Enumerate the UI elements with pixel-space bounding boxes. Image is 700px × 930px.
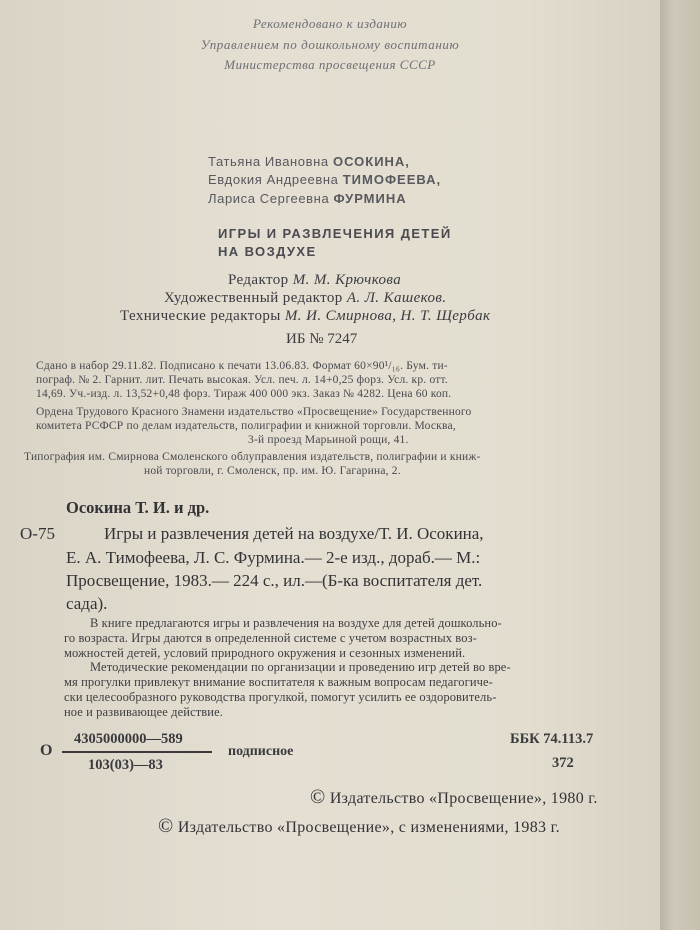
copyright-line-1 (310, 786, 598, 809)
recommendation-line-1: Рекомендовано к изданию (252, 16, 408, 31)
annotation-line-2: го возраста. Игры даются в определенной системе с учетом возрастных воз- (64, 631, 477, 645)
author-1-given: Татьяна Ивановна (208, 154, 329, 169)
editor-names: М. М. Крючкова (292, 272, 402, 288)
annotation-line-6: ски целесообразного руководства прогулкой, помогут усилить ее оздоровитель- (64, 690, 497, 704)
art-editor-line (164, 290, 446, 307)
copyright-icon: © (158, 815, 174, 837)
editor-role: Редактор (228, 272, 289, 288)
author-1 (208, 154, 410, 169)
bbk-code: ББК 74.113.7 (510, 731, 594, 747)
printer-line-1: Типография им. Смирнова Смоленского облуправления издательств, полиграфии и книж- (24, 451, 481, 463)
print-info-line-3: 14,69. Уч.-изд. л. 13,52+0,48 форз. Тираж 400 000 экз. Заказ № 4282. Цена 60 коп. (36, 388, 452, 400)
annotation-line-5: мя прогулки привлекут внимание воспитателя к важным вопросам педагогиче- (64, 675, 493, 689)
art-editor-role: Художественный редактор (164, 290, 343, 306)
book-title-line-1: ИГРЫ И РАЗВЛЕЧЕНИЯ ДЕТЕЙ (218, 226, 452, 241)
publisher-line-1: Ордена Трудового Красного Знамени издательство «Просвещение» Государственного (36, 406, 472, 418)
biblio-line-1: Игры и развлечения детей на воздухе/Т. И. Осокина, (104, 524, 484, 543)
printer-line-2: ной торговли, г. Смоленск, пр. им. Ю. Гагарина, 2. (144, 465, 401, 477)
book-title-line-2: НА ВОЗДУХЕ (218, 244, 317, 259)
tech-editor-role: Технические редакторы (120, 308, 281, 324)
editor-line (228, 272, 401, 289)
annotation-line-3: можностей детей, условий природного окружения и сезонных изменений. (64, 646, 466, 660)
annotation-line-1: В книге предлагаются игры и развлечения на воздухе для детей дошкольно- (90, 616, 502, 630)
copyright-text-2: Издательство «Просвещение», с изменениями, 1983 г. (177, 819, 560, 836)
biblio-line-2: Е. А. Тимофеева, Л. С. Фурмина.— 2-е изд., дораб.— М.: (66, 548, 481, 567)
ib-number: ИБ № 7247 (286, 331, 358, 347)
code-denominator: 103(03)—83 (88, 757, 163, 773)
copyright-icon: © (310, 786, 326, 808)
recommendation-line-2: Управлением по дошкольному воспитанию (200, 37, 460, 52)
page-edge (660, 0, 700, 930)
subscription-label: подписное (228, 744, 294, 759)
author-2-given: Евдокия Андреевна (208, 172, 339, 187)
biblio-line-3: Просвещение, 1983.— 224 с., ил.—(Б-ка воспитателя дет. (66, 571, 483, 590)
code-numerator: 4305000000—589 (74, 731, 183, 747)
author-2-family: ТИМОФЕЕВА, (342, 172, 442, 187)
biblio-line-4: сада). (66, 594, 108, 613)
publisher-line-2: комитета РСФСР по делам издательств, полиграфии и книжной торговли. Москва, (36, 420, 456, 432)
author-3 (208, 191, 407, 206)
author-2 (208, 172, 441, 187)
publisher-line-3: 3-й проезд Марьиной рощи, 41. (248, 434, 409, 446)
annotation-line-7: ное и развивающее действие. (64, 705, 223, 719)
copyright-line-2 (158, 815, 560, 838)
print-info-line-1: Сдано в набор 29.11.82. Подписано к печати 13.06.83. Формат 60×90¹/₁₆. Бум. ти- (36, 360, 448, 372)
author-3-given: Лариса Сергеевна (208, 191, 330, 206)
annotation-line-4: Методические рекомендации по организации и проведению игр детей во вре- (90, 660, 511, 674)
biblio-heading: Осокина Т. И. и др. (66, 498, 210, 517)
copyright-text-1: Издательство «Просвещение», 1980 г. (329, 790, 598, 807)
tech-editor-line (120, 308, 490, 325)
biblio-index: О-75 (20, 524, 55, 543)
art-editor-names: А. Л. Кашеков. (346, 290, 447, 306)
print-info-line-2: пограф. № 2. Гарнит. лит. Печать высокая. Усл. печ. л. 14+0,25 форз. Усл. кр. отт. (36, 374, 448, 386)
bbk-number: 372 (552, 755, 574, 771)
tech-editor-names: М. И. Смирнова, Н. Т. Щербак (284, 308, 491, 324)
recommendation-line-3: Министерства просвещения СССР (224, 57, 436, 72)
code-prefix: О (40, 742, 53, 759)
fraction-line (62, 751, 212, 753)
author-1-family: ОСОКИНА, (332, 154, 410, 169)
author-3-family: ФУРМИНА (333, 191, 407, 206)
